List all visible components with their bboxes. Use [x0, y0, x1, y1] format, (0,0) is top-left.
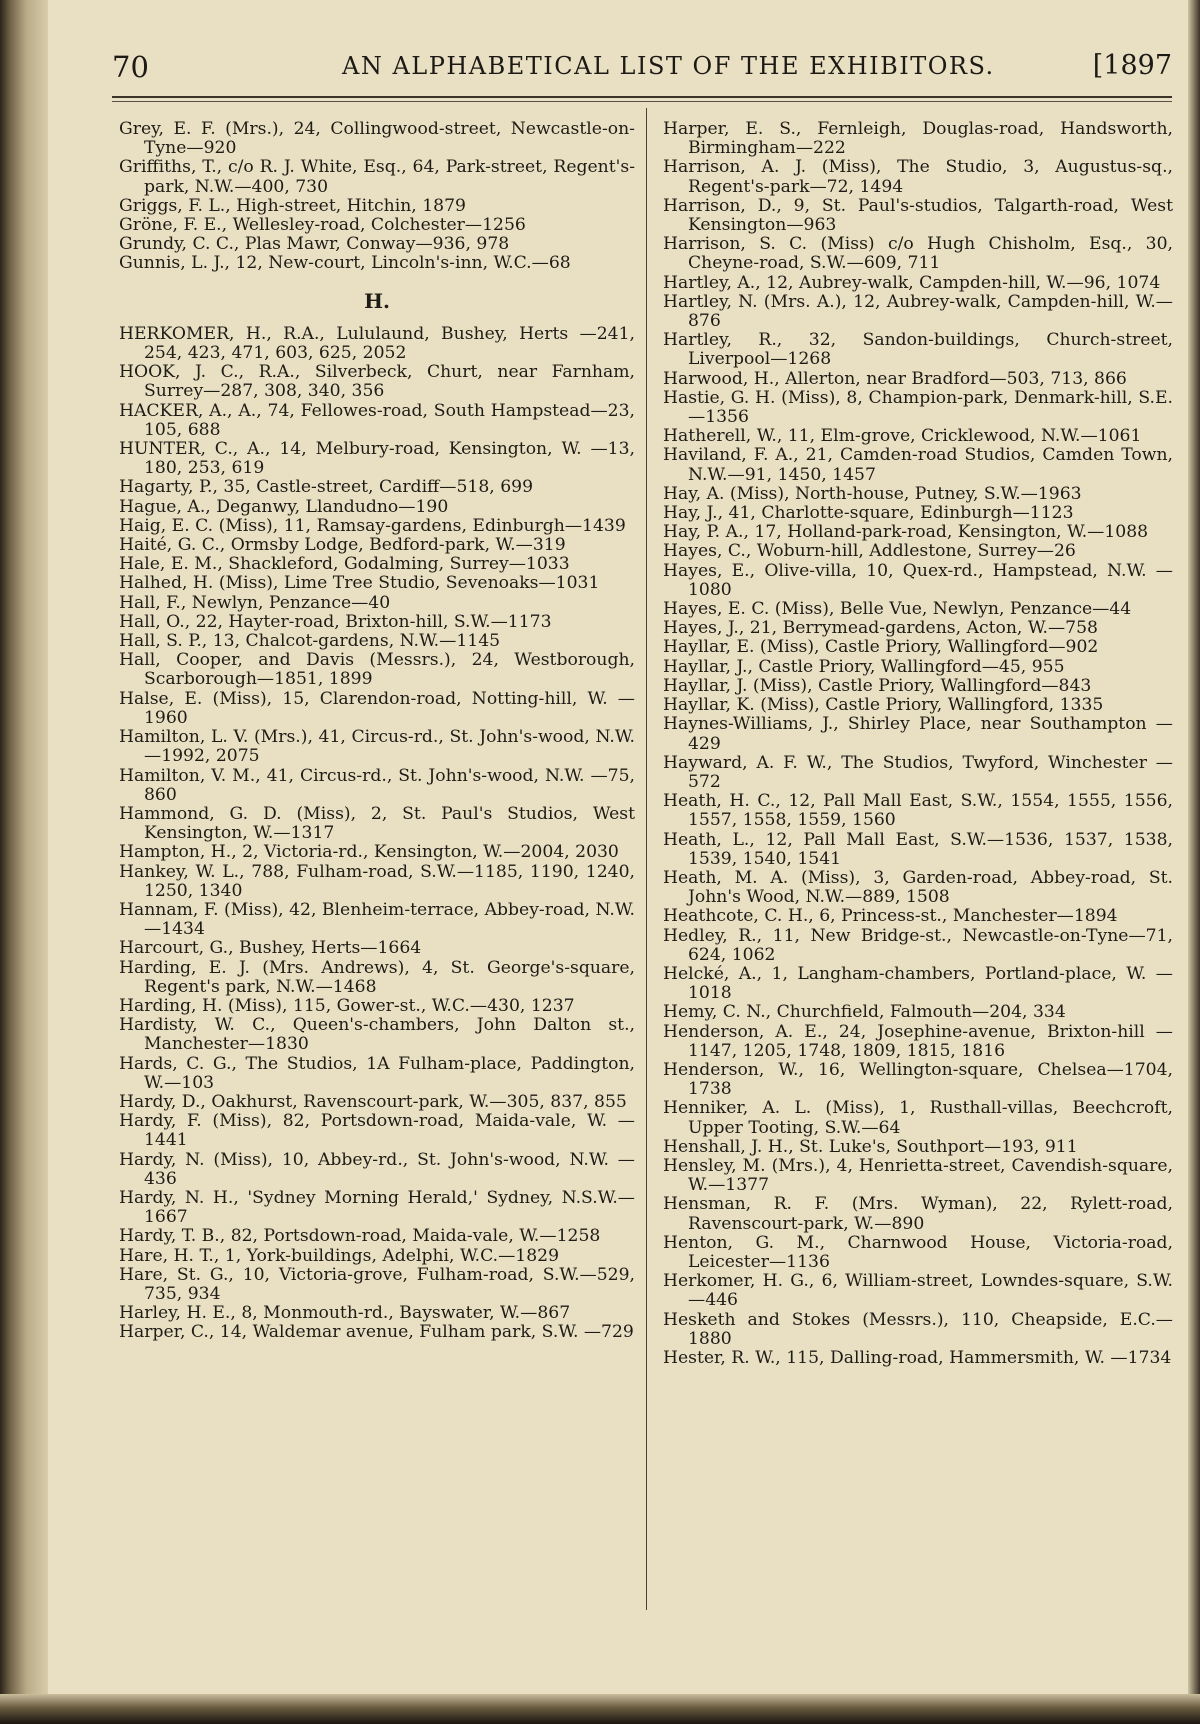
exhibitor-entry: Harper, E. S., Fernleigh, Douglas-road, Handsworth, Birmingham—222: [663, 119, 1173, 159]
exhibitor-entry: Hartley, N. (Mrs. A.), 12, Aubrey-walk, Campden-hill, W.—876: [663, 291, 1173, 332]
exhibitor-entry: Hankey, W. L., 788, Fulham-road, S.W.—1185, 1190, 1240, 1250, 1340: [119, 861, 635, 901]
exhibitor-entry: Harley, H. E., 8, Monmouth-rd., Bayswater, W.—867: [119, 1303, 571, 1324]
exhibitor-entry: Helcké, A., 1, Langham-chambers, Portland-place, W. —1018: [663, 963, 1173, 1004]
exhibitor-entry: Harrison, A. J. (Miss), The Studio, 3, Augustus-sq., Regent's-park—72, 1494: [663, 157, 1173, 197]
exhibitor-entry: Hemy, C. N., Churchfield, Falmouth—204, 334: [663, 1002, 1066, 1023]
exhibitor-entry: Hale, E. M., Shackleford, Godalming, Surrey—1033: [119, 554, 570, 575]
exhibitor-entry: Hannam, F. (Miss), 42, Blenheim-terrace, Abbey-road, N.W.—1434: [119, 899, 635, 940]
exhibitor-entry: Hall, Cooper, and Davis (Messrs.), 24, Westborough, Scarborough—1851, 1899: [119, 650, 635, 690]
exhibitor-entry: Hensley, M. (Mrs.), 4, Henrietta-street, Cavendish-square, W.—1377: [663, 1155, 1173, 1196]
exhibitor-entry: Grundy, C. C., Plas Mawr, Conway—936, 978: [119, 234, 510, 255]
exhibitor-entry: Hayllar, E. (Miss), Castle Priory, Wallingford—902: [663, 637, 1099, 658]
left-column: [119, 120, 635, 1343]
running-title: AN ALPHABETICAL LIST OF THE EXHIBITORS.: [342, 52, 995, 80]
exhibitor-entry: Hardisty, W. C., Queen's-chambers, John Dalton st., Manchester—1830: [119, 1015, 635, 1055]
exhibitor-entry: Hayes, J., 21, Berrymead-gardens, Acton, W.—758: [663, 618, 1098, 639]
exhibitor-entry: Hardy, D., Oakhurst, Ravenscourt-park, W.—305, 837, 855: [119, 1091, 627, 1112]
exhibitor-entry: Hayes, E. C. (Miss), Belle Vue, Newlyn, Penzance—44: [663, 599, 1132, 620]
exhibitor-entry: Hay, J., 41, Charlotte-square, Edinburgh—1123: [663, 503, 1074, 524]
exhibitor-entry: Haité, G. C., Ormsby Lodge, Bedford-park, W.—319: [119, 535, 566, 556]
header-rule-thin: [112, 101, 1172, 102]
header-rule: [112, 96, 1172, 98]
left-entries-before-heading: [119, 120, 635, 274]
right-entries: [663, 120, 1173, 1368]
exhibitor-entry: Harwood, H., Allerton, near Bradford—503, 713, 866: [663, 368, 1127, 389]
exhibitor-entry: Henderson, A. E., 24, Josephine-avenue, Brixton-hill —1147, 1205, 1748, 1809, 1815, 1816: [663, 1021, 1173, 1061]
exhibitor-entry: Harper, C., 14, Waldemar avenue, Fulham park, S.W. —729: [119, 1322, 634, 1343]
page-bottom-edge: [0, 1694, 1200, 1724]
exhibitor-entry: Hare, H. T., 1, York-buildings, Adelphi, W.C.—1829: [119, 1245, 560, 1266]
exhibitor-entry: Hamilton, L. V. (Mrs.), 41, Circus-rd., St. John's-wood, N.W.—1992, 2075: [119, 727, 635, 767]
exhibitor-entry: Hall, F., Newlyn, Penzance—40: [119, 592, 391, 613]
exhibitor-entry: Hardy, F. (Miss), 82, Portsdown-road, Maida-vale, W. —1441: [119, 1111, 635, 1151]
section-heading: H.: [364, 288, 390, 313]
exhibitor-entry: Hayes, E., Olive-villa, 10, Quex-rd., Hampstead, N.W. —1080: [663, 560, 1173, 600]
page-number: 70: [112, 50, 149, 84]
exhibitor-entry: Hamilton, V. M., 41, Circus-rd., St. John's-wood, N.W. —75, 860: [119, 765, 635, 805]
exhibitor-entry: Hagarty, P., 35, Castle-street, Cardiff—518, 699: [119, 477, 533, 498]
column-divider: [646, 108, 647, 1610]
exhibitor-entry: Harding, H. (Miss), 115, Gower-st., W.C.—430, 1237: [119, 995, 575, 1016]
page-right-edge: [1188, 0, 1200, 1724]
exhibitor-entry: Hayward, A. F. W., The Studios, Twyford, Winchester —572: [663, 752, 1173, 792]
exhibitor-entry: Hayllar, J. (Miss), Castle Priory, Wallingford—843: [663, 675, 1092, 696]
exhibitor-entry: Hare, St. G., 10, Victoria-grove, Fulham-road, S.W.—529, 735, 934: [119, 1264, 635, 1304]
exhibitor-entry: Hall, S. P., 13, Chalcot-gardens, N.W.—1145: [119, 631, 501, 652]
exhibitor-entry: Heathcote, C. H., 6, Princess-st., Manchester—1894: [663, 906, 1118, 927]
exhibitor-entry: Heath, L., 12, Pall Mall East, S.W.—1536, 1537, 1538, 1539, 1540, 1541: [663, 829, 1173, 869]
exhibitor-entry: Grey, E. F. (Mrs.), 24, Collingwood-street, Newcastle-on-Tyne—920: [119, 119, 635, 159]
left-entries-after-heading: [119, 325, 635, 1343]
exhibitor-entry: HOOK, J. C., R.A., Silverbeck, Churt, near Farnham, Surrey—287, 308, 340, 356: [119, 362, 635, 402]
exhibitor-entry: Hardy, N. H., 'Sydney Morning Herald,' Sydney, N.S.W.—1667: [119, 1187, 635, 1228]
exhibitor-entry: Hammond, G. D. (Miss), 2, St. Paul's Studios, West Kensington, W.—1317: [119, 803, 635, 844]
exhibitor-entry: Hards, C. G., The Studios, 1A Fulham-place, Paddington, W.—103: [119, 1053, 635, 1093]
exhibitor-entry: Harrison, S. C. (Miss) c/o Hugh Chisholm, Esq., 30, Cheyne-road, S.W.—609, 711: [663, 234, 1173, 274]
page-year: [1897: [1092, 50, 1172, 81]
exhibitor-entry: Hardy, T. B., 82, Portsdown-road, Maida-vale, W.—1258: [119, 1226, 601, 1247]
exhibitor-entry: Henderson, W., 16, Wellington-square, Chelsea—1704, 1738: [663, 1059, 1173, 1100]
exhibitor-entry: Hastie, G. H. (Miss), 8, Champion-park, Denmark-hill, S.E.—1356: [663, 387, 1173, 428]
exhibitor-entry: Hay, A. (Miss), North-house, Putney, S.W.—1963: [663, 483, 1082, 504]
right-column: [663, 120, 1173, 1368]
page-header: [112, 50, 1172, 90]
exhibitor-entry: Hesketh and Stokes (Messrs.), 110, Cheapside, E.C.—1880: [663, 1309, 1173, 1349]
exhibitor-entry: Hampton, H., 2, Victoria-rd., Kensington, W.—2004, 2030: [119, 842, 619, 863]
exhibitor-entry: Hayllar, K. (Miss), Castle Priory, Wallingford, 1335: [663, 695, 1104, 716]
exhibitor-entry: Hedley, R., 11, New Bridge-st., Newcastle-on-Tyne—71, 624, 1062: [663, 925, 1173, 965]
exhibitor-entry: Hardy, N. (Miss), 10, Abbey-rd., St. John's-wood, N.W. —436: [119, 1149, 635, 1189]
exhibitor-entry: Hague, A., Deganwy, Llandudno—190: [119, 496, 449, 517]
exhibitor-entry: Gunnis, L. J., 12, New-court, Lincoln's-inn, W.C.—68: [119, 253, 571, 274]
exhibitor-entry: Hensman, R. F. (Mrs. Wyman), 22, Rylett-road, Ravenscourt-park, W.—890: [663, 1194, 1173, 1234]
exhibitor-entry: Gröne, F. E., Wellesley-road, Colchester—1256: [119, 215, 526, 236]
exhibitor-entry: Henshall, J. H., St. Luke's, Southport—193, 911: [663, 1136, 1078, 1157]
exhibitor-entry: HERKOMER, H., R.A., Lululaund, Bushey, Herts —241, 254, 423, 471, 603, 625, 2052: [119, 323, 635, 364]
exhibitor-entry: Herkomer, H. G., 6, William-street, Lowndes-square, S.W.—446: [663, 1271, 1173, 1311]
exhibitor-entry: Harcourt, G., Bushey, Herts—1664: [119, 938, 422, 959]
exhibitor-entry: Hartley, R., 32, Sandon-buildings, Church-street, Liverpool—1268: [663, 330, 1173, 370]
exhibitor-entry: Heath, H. C., 12, Pall Mall East, S.W., 1554, 1555, 1556, 1557, 1558, 1559, 1560: [663, 791, 1173, 831]
exhibitor-entry: Halhed, H. (Miss), Lime Tree Studio, Sevenoaks—1031: [119, 573, 600, 594]
exhibitor-entry: Haviland, F. A., 21, Camden-road Studios, Camden Town, N.W.—91, 1450, 1457: [663, 445, 1173, 485]
page-gutter: [0, 0, 48, 1724]
exhibitor-entry: Griggs, F. L., High-street, Hitchin, 1879: [119, 195, 466, 216]
exhibitor-entry: Heath, M. A. (Miss), 3, Garden-road, Abbey-road, St. John's Wood, N.W.—889, 1508: [663, 867, 1173, 908]
exhibitor-entry: Henniker, A. L. (Miss), 1, Rusthall-villas, Beechcroft, Upper Tooting, S.W.—64: [663, 1098, 1173, 1138]
exhibitor-entry: Hester, R. W., 115, Dalling-road, Hammersmith, W. —1734: [663, 1348, 1172, 1368]
exhibitor-entry: Hayllar, J., Castle Priory, Wallingford—45, 955: [663, 656, 1065, 677]
exhibitor-entry: Halse, E. (Miss), 15, Clarendon-road, Notting-hill, W. —1960: [119, 688, 635, 728]
exhibitor-entry: Haynes-Williams, J., Shirley Place, near Southampton —429: [663, 714, 1173, 754]
exhibitor-entry: HUNTER, C., A., 14, Melbury-road, Kensington, W. —13, 180, 253, 619: [119, 439, 635, 479]
exhibitor-entry: Hall, O., 22, Hayter-road, Brixton-hill, S.W.—1173: [119, 611, 552, 632]
exhibitor-entry: Griffiths, T., c/o R. J. White, Esq., 64, Park-street, Regent's-park, N.W.—400, 730: [119, 157, 635, 197]
exhibitor-entry: Hay, P. A., 17, Holland-park-road, Kensington, W.—1088: [663, 522, 1149, 543]
exhibitor-entry: Hatherell, W., 11, Elm-grove, Cricklewood, N.W.—1061: [663, 426, 1142, 447]
exhibitor-entry: HACKER, A., A., 74, Fellowes-road, South Hampstead—23, 105, 688: [119, 400, 635, 440]
exhibitor-entry: Haig, E. C. (Miss), 11, Ramsay-gardens, Edinburgh—1439: [119, 515, 626, 536]
exhibitor-entry: Harding, E. J. (Mrs. Andrews), 4, St. George's-square, Regent's park, N.W.—1468: [119, 957, 635, 997]
exhibitor-entry: Harrison, D., 9, St. Paul's-studios, Talgarth-road, West Kensington—963: [663, 195, 1173, 236]
exhibitor-entry: Hayes, C., Woburn-hill, Addlestone, Surrey—26: [663, 541, 1076, 562]
exhibitor-entry: Henton, G. M., Charnwood House, Victoria-road, Leicester—1136: [663, 1232, 1173, 1272]
exhibitor-entry: Hartley, A., 12, Aubrey-walk, Campden-hill, W.—96, 1074: [663, 272, 1161, 293]
